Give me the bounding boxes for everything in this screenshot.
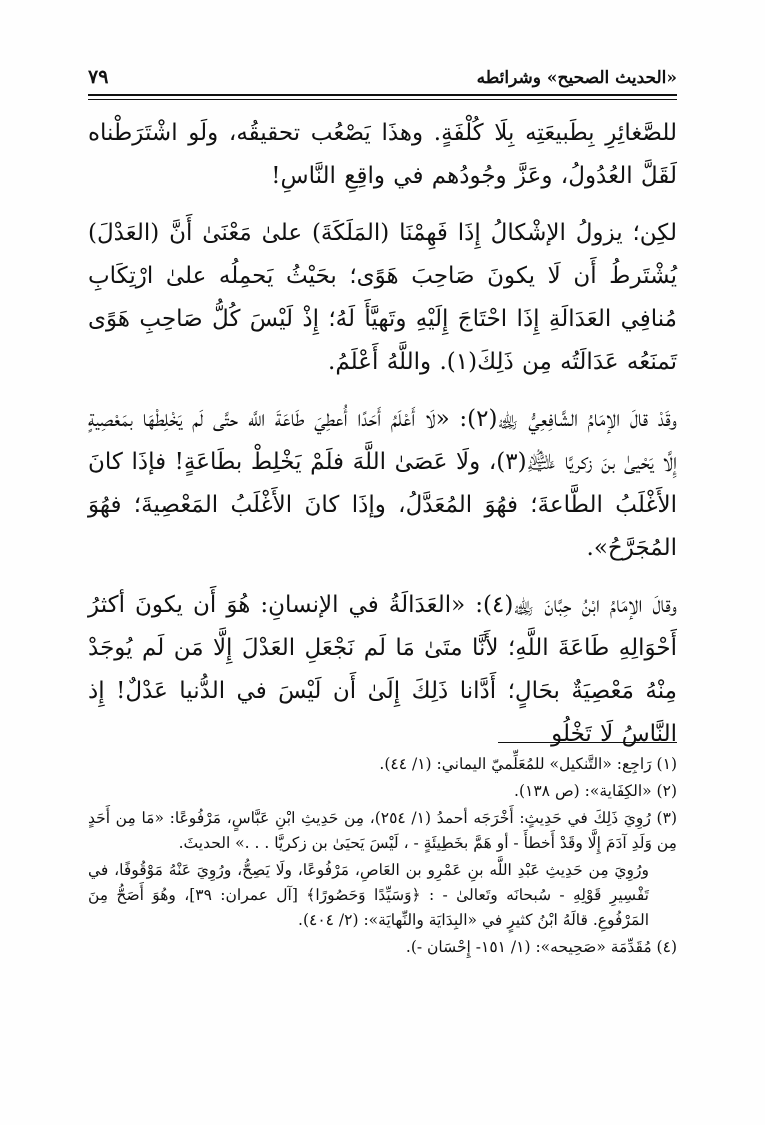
page-number: ٧٩ — [88, 66, 109, 88]
page-header — [88, 58, 677, 88]
paragraph: وقَدْ قالَ الإمَامُ الشَّافِعِيُّ ﵀(٢): «لَا أَعْلَمُ أَحَدًا أُعطِيَ طَاعَةَ اللَّه حتَّى لَم يَخْلِطْهَا بمَعْصِيةٍ إِلَّا يَحْيىٰ بنَ زكريَّا ﵇(٣)، ولَا عَصَىٰ اللَّهَ فلَمْ يَخْلِطْ بطَاعَةٍ! فإذَا كانَ الأَغْلَبُ الطَّاعةَ؛ فهُوَ المُعَدَّلُ، وإذَا كانَ الأَغْلَبُ المَعْصِيةَ؛ فهُوَ المُجَرَّحُ». — [88, 406, 677, 561]
running-title: «الحديث الصحيح» وشرائطه — [476, 68, 677, 88]
header-rule — [88, 94, 677, 96]
footnotes — [88, 752, 677, 962]
footnote: (٢) «الكِفَاية»: (ص ١٣٨). — [514, 782, 677, 800]
paragraph: للصَّغائِرِ بِطَبيعَتِه بِلَا كُلْفَةٍ. وهذَا يَصْعُب تحقيقُه، ولَو اشْتَرَطْناه لَقَلَّ العُدُولُ، وعَزَّ وجُودُهم في واقِعِ النَّاسِ! — [88, 120, 677, 189]
footnote: (١) رَاجِع: «التَّنكيل» للمُعَلِّميّ اليماني: (١/ ٤٤). — [379, 755, 677, 773]
main-text — [88, 112, 677, 770]
footnote: (٣) رُوِيَ ذَلِكَ في حَدِيثٍ: أَخْرَجَه أحمدُ (١/ ٢٥٤)، مِن حَدِيثِ ابْنِ عَبَّاسٍ، مَرْفُوعًا: «مَا مِن أَحَدٍ مِن وَلَدِ آدَمَ إِلَّا وقَدْ أَخطأَ - أو هَمَّ بخَطِيئَةٍ - ، لَيْسَ يَحيَىٰ بن زكريَّا . . .» الحديثَ. — [88, 809, 677, 852]
header-rule-thin — [88, 99, 677, 100]
footnote-continuation: ورُوِيَ مِن حَدِيثِ عَبْدِ اللَّه بنِ عَمْرِو بن العَاصِ، مَرْفُوعًا، ولَا يَصِحُّ، ورُوِيَ عَنْهُ مَوْقُوفًا، في تَفْسِيرِ قَوْلِهِ - سُبحانَه وتَعالىٰ - : ﴿وَسَيِّدًا وَحَصُورًا﴾ [آل عمران: ٣٩]، وهُوَ أَصَحُّ مِنَ المَرْفُوعِ. قالَهُ ابْنُ كثيرٍ في «البِدَايَة والنِّهايَة»: (٢/ ٤٠٤). — [88, 861, 649, 929]
footnote: (٤) مُقَدِّمَة «صَحِيحه»: (١/ ١٥١- إِحْسَان -). — [405, 938, 677, 956]
footnote-separator — [498, 742, 677, 743]
paragraph: لكِن؛ يزولُ الإشْكالُ إِذَا فَهِمْنَا (المَلَكَةَ) علىٰ مَعْنَىٰ أَنَّ (العَدْلَ) يُشْتَرطُ أَن لَا يكونَ صَاحِبَ هَوًى؛ بحَيْثُ يَحمِلُه علىٰ ارْتِكَابِ مُنافِي العَدَالَةِ إِذَا احْتَاجَ إِلَيْهِ وتَهيَّأَ لَهُ؛ إِذْ لَيْسَ كُلُّ صَاحِبِ هَوًى تَمنَعُه عَدَالَتُه مِن ذَلِكَ(١). واللَّهُ أَعْلَمُ. — [88, 220, 677, 375]
paragraph: وقالَ الإمَامُ ابْنُ حِبَّانَ ﵀(٤): «العَدَالَةُ في الإنسانِ: هُوَ أَن يكونَ أكثرُ أَحْوَالِهِ طَاعَةَ اللَّهِ؛ لأَنَّا متَىٰ مَا لَم نَجْعَلِ العَدْلَ إِلَّا مَن لَم يُوجَدْ مِنْهُ مَعْصِيَةٌ بحَالٍ؛ أَدَّانا ذَلِكَ إِلَىٰ أَن لَيْسَ في الدُّنيا عَدْلٌ! إِذ النَّاسُ لَا تَخْلُو — [88, 592, 677, 747]
